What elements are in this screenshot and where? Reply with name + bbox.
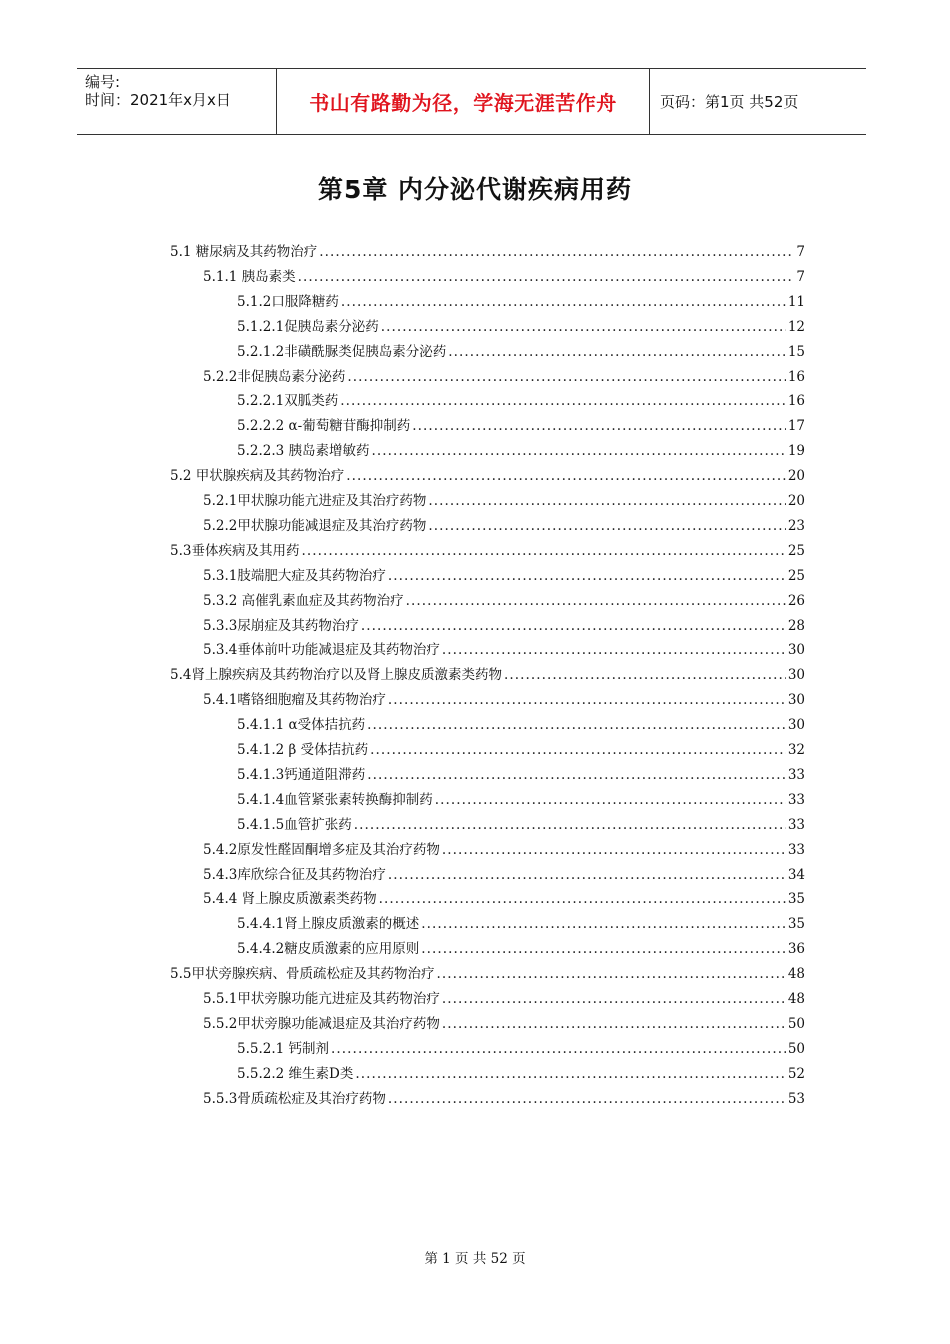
toc-leader-dots	[298, 267, 795, 287]
toc-entry[interactable]	[203, 267, 805, 287]
toc-entry[interactable]	[203, 690, 805, 710]
toc-entry-page: 25	[787, 567, 805, 584]
toc-entry[interactable]	[203, 865, 805, 885]
toc-leader-dots	[372, 441, 786, 461]
toc-entry-title: 5.1.1 胰岛素类	[203, 268, 296, 285]
toc-entry[interactable]	[203, 889, 805, 909]
toc-entry-page: 15	[787, 343, 805, 360]
toc-entry[interactable]	[237, 715, 805, 735]
toc-entry-page: 23	[787, 517, 805, 534]
toc-leader-dots	[448, 342, 786, 362]
toc-entry[interactable]	[203, 367, 805, 387]
toc-entry-title: 5.5.1甲状旁腺功能亢进症及其药物治疗	[203, 991, 440, 1007]
toc-leader-dots	[504, 665, 786, 685]
toc-entry-title: 5.3垂体疾病及其用药	[170, 542, 300, 559]
toc-leader-dots	[354, 815, 786, 835]
toc-leader-dots	[340, 391, 786, 411]
toc-entry-page: 48	[787, 991, 805, 1007]
toc-entry-title: 5.4.1嗜铬细胞瘤及其药物治疗	[203, 692, 386, 709]
toc-entry[interactable]	[203, 566, 805, 586]
toc-leader-dots	[370, 740, 786, 760]
toc-entry-page: 7	[796, 268, 805, 285]
toc-entry-title: 5.5甲状旁腺疾病、骨质疏松症及其药物治疗	[170, 966, 435, 983]
toc-leader-dots	[421, 914, 786, 934]
toc-entry-title: 5.4.3库欣综合征及其药物治疗	[203, 866, 386, 883]
toc-entry-title: 5.2.2甲状腺功能减退症及其治疗药物	[203, 517, 427, 534]
toc-leader-dots	[421, 939, 786, 959]
toc-entry-title: 5.1.2口服降糖药	[237, 293, 339, 310]
toc-entry[interactable]	[170, 541, 805, 561]
toc-entry-page: 30	[787, 667, 805, 684]
time-label: 时间：2021年x月x日	[85, 91, 231, 109]
toc-entry-page: 36	[787, 941, 805, 958]
toc-entry-page: 34	[787, 866, 805, 883]
toc-entry[interactable]	[170, 964, 805, 984]
motto-text: 书山有路勤为径，学海无涯苦作舟	[309, 91, 617, 115]
toc-entry-page: 11	[787, 293, 805, 310]
toc-entry[interactable]	[203, 840, 805, 860]
toc-entry-title: 5.4.1.1 α受体拮抗药	[237, 717, 366, 734]
toc-entry-page: 33	[787, 766, 805, 783]
toc-entry-title: 5.3.3尿崩症及其药物治疗	[203, 617, 359, 634]
header-table	[77, 68, 866, 135]
header-right-cell	[650, 69, 866, 134]
toc-entry-title: 5.1.2.1促胰岛素分泌药	[237, 318, 379, 335]
toc-entry-title: 5.4.1.5血管扩张药	[237, 816, 352, 833]
toc-entry-title: 5.3.1肢端肥大症及其药物治疗	[203, 567, 386, 584]
toc-leader-dots	[367, 765, 786, 785]
toc-entry-title: 5.2.2.2 α-葡萄糖苷酶抑制药	[237, 418, 411, 435]
toc-entry[interactable]	[203, 1089, 805, 1109]
toc-entry-title: 5.4.1.4血管紧张素转换酶抑制药	[237, 791, 433, 808]
toc-entry-title: 5.4.1.2 β 受体拮抗药	[237, 742, 369, 758]
toc-entry[interactable]	[237, 765, 805, 785]
toc-entry-title: 5.2.2.3 胰岛素增敏药	[237, 443, 370, 460]
toc-leader-dots	[301, 541, 785, 561]
toc-leader-dots	[346, 466, 786, 486]
toc-entry-page: 16	[787, 393, 805, 410]
toc-entry[interactable]	[203, 491, 805, 511]
toc-entry-page: 30	[787, 642, 805, 659]
toc-entry-title: 5.2 甲状腺疾病及其药物治疗	[170, 468, 345, 485]
toc-leader-dots	[347, 367, 785, 387]
number-label: 编号:	[85, 73, 121, 91]
toc-entry-title: 5.1 糖尿病及其药物治疗	[170, 244, 318, 260]
header-mid-cell	[277, 69, 650, 134]
toc-entry[interactable]	[237, 441, 805, 461]
toc-entry-page: 35	[787, 916, 805, 933]
toc-leader-dots	[341, 292, 786, 312]
toc-entry-page: 20	[787, 468, 805, 485]
toc-entry[interactable]	[237, 815, 805, 835]
toc-entry-page: 33	[787, 816, 805, 833]
toc-leader-dots	[388, 566, 786, 586]
toc-entry-title: 5.5.3骨质疏松症及其治疗药物	[203, 1090, 386, 1107]
toc-entry-title: 5.3.4垂体前叶功能减退症及其药物治疗	[203, 642, 440, 659]
toc-entry[interactable]	[170, 665, 805, 685]
toc-leader-dots	[379, 889, 786, 909]
toc-entry-title: 5.5.2.1 钙制剂	[237, 1040, 330, 1057]
toc-entry-page: 12	[787, 318, 805, 335]
toc-entry-page: 19	[787, 443, 805, 460]
toc-entry-page: 16	[787, 368, 805, 385]
toc-leader-dots	[442, 1014, 786, 1034]
toc-entry-page: 30	[787, 717, 805, 734]
toc-entry[interactable]	[237, 1039, 805, 1059]
toc-entry-page: 17	[787, 418, 805, 435]
toc-leader-dots	[388, 690, 786, 710]
toc-entry-page: 26	[787, 592, 805, 609]
page-footer: 第 1 页 共 52 页	[424, 1251, 526, 1267]
toc-entry-title: 5.4肾上腺疾病及其药物治疗以及肾上腺皮质激素类药物	[170, 667, 502, 684]
toc-entry-page: 50	[787, 1015, 805, 1032]
toc-entry-page: 32	[787, 742, 805, 758]
toc-entry[interactable]	[237, 790, 805, 810]
toc-leader-dots	[412, 416, 786, 436]
toc-entry[interactable]	[237, 1064, 805, 1084]
toc-leader-dots	[388, 1089, 786, 1109]
toc-entry[interactable]	[237, 391, 805, 411]
toc-entry-page: 53	[787, 1090, 805, 1107]
toc-entry-title: 5.5.2.2 维生素D类	[237, 1065, 354, 1082]
toc-leader-dots	[442, 640, 786, 660]
toc-entry-title: 5.4.4.2糖皮质激素的应用原则	[237, 941, 420, 958]
toc-entry-title: 5.4.4 肾上腺皮质激素类药物	[203, 891, 377, 908]
header-left-cell	[77, 69, 277, 134]
toc-entry-page: 48	[787, 966, 805, 983]
page-title: 第5章 内分泌代谢疾病用药	[317, 175, 633, 204]
toc-entry[interactable]	[237, 914, 805, 934]
toc-leader-dots	[381, 317, 786, 337]
toc-leader-dots	[406, 591, 786, 611]
toc-entry[interactable]	[203, 591, 805, 611]
toc-entry-page: 25	[787, 542, 805, 559]
toc-leader-dots	[435, 790, 786, 810]
toc-leader-dots	[355, 1064, 785, 1084]
toc-entry[interactable]	[203, 640, 805, 660]
toc-entry-page: 35	[787, 891, 805, 908]
toc-entry-title: 5.2.2非促胰岛素分泌药	[203, 368, 346, 385]
toc-leader-dots	[442, 840, 786, 860]
toc-entry-title: 5.5.2甲状旁腺功能减退症及其治疗药物	[203, 1015, 440, 1032]
toc-leader-dots	[331, 1039, 786, 1059]
toc-entry[interactable]	[237, 342, 805, 362]
toc-entry[interactable]	[203, 1014, 805, 1034]
toc-entry[interactable]	[170, 242, 805, 262]
toc-entry[interactable]	[170, 466, 805, 486]
toc-entry-page: 20	[787, 493, 805, 509]
toc-entry-page: 52	[787, 1065, 805, 1082]
toc-leader-dots	[428, 516, 785, 536]
toc-entry-title: 5.2.1.2非磺酰脲类促胰岛素分泌药	[237, 343, 447, 360]
toc-entry-page: 7	[796, 244, 805, 260]
toc-leader-dots	[361, 616, 786, 636]
toc-entry-page: 33	[787, 791, 805, 808]
toc-entry-page: 33	[787, 841, 805, 858]
toc-entry[interactable]	[237, 740, 805, 760]
toc-entry-title: 5.4.1.3钙通道阻滞药	[237, 766, 366, 783]
toc-leader-dots	[428, 491, 785, 511]
toc-entry-title: 5.2.1甲状腺功能亢进症及其治疗药物	[203, 493, 427, 509]
toc-leader-dots	[388, 865, 786, 885]
toc-entry-title: 5.3.2 高催乳素血症及其药物治疗	[203, 592, 404, 609]
toc-entry[interactable]	[203, 516, 805, 536]
toc-entry[interactable]	[237, 939, 805, 959]
toc-leader-dots	[367, 715, 786, 735]
toc-entry[interactable]	[203, 616, 805, 636]
toc-entry-page: 30	[787, 692, 805, 709]
toc-leader-dots	[436, 964, 785, 984]
toc-entry-page: 50	[787, 1040, 805, 1057]
toc-entry-title: 5.4.4.1肾上腺皮质激素的概述	[237, 916, 420, 933]
toc-entry[interactable]	[237, 317, 805, 337]
toc-leader-dots	[319, 242, 794, 262]
toc-entry-title: 5.2.2.1双胍类药	[237, 393, 339, 410]
toc-leader-dots	[442, 989, 786, 1009]
page-info: 页码：第1页 共52页	[660, 93, 799, 111]
toc-entry[interactable]	[237, 416, 805, 436]
toc-entry[interactable]	[203, 989, 805, 1009]
toc-entry-title: 5.4.2原发性醛固酮增多症及其治疗药物	[203, 841, 440, 858]
toc-entry-page: 28	[787, 617, 805, 634]
toc-entry[interactable]	[237, 292, 805, 312]
